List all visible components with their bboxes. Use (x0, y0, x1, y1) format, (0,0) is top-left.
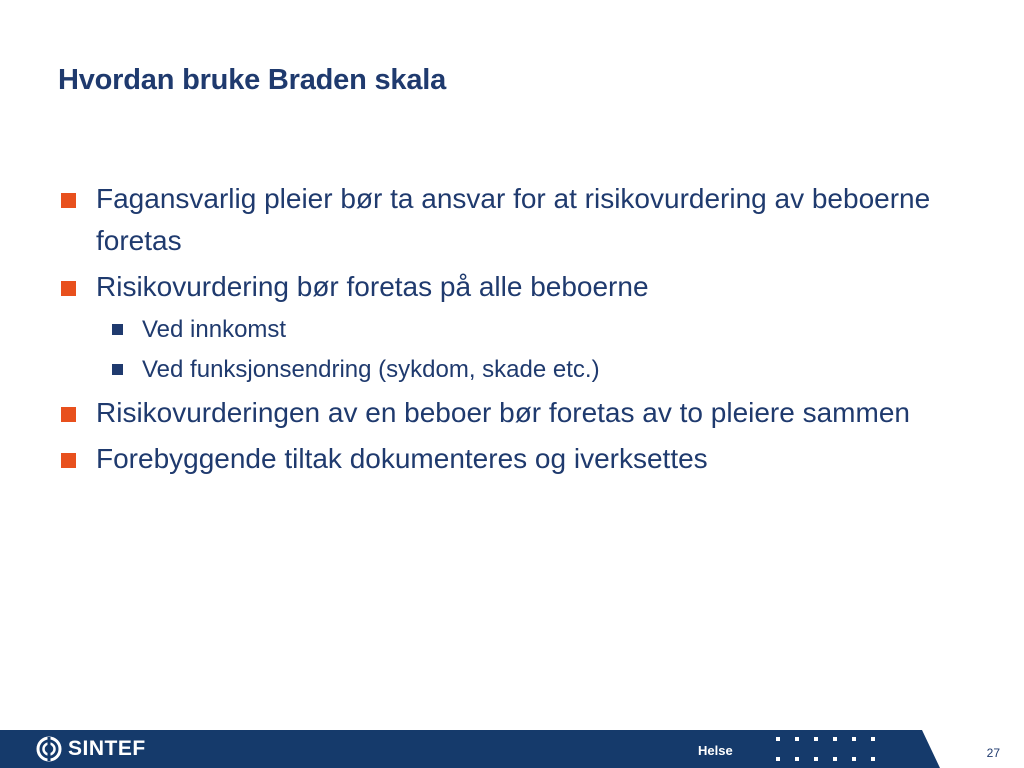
logo-text: SINTEF (68, 737, 146, 760)
slide-title: Hvordan bruke Braden skala (58, 64, 447, 96)
square-bullet-icon (61, 193, 76, 208)
list-item (58, 266, 988, 308)
sub-list-item (58, 312, 988, 348)
square-bullet-icon (61, 407, 76, 422)
page-number: 27 (986, 746, 1000, 760)
list-item-text: Risikovurdering bør foretas på alle beboerne (96, 271, 649, 302)
list-item-text: Fagansvarlig pleier bør ta ansvar for at risikovurdering av beboerne foretas (96, 183, 931, 256)
sub-list-item-text: Ved innkomst (142, 316, 287, 343)
sintef-logo-icon (36, 736, 62, 762)
sintef-logo (36, 736, 146, 762)
footer-dot-pattern (776, 737, 886, 765)
slide-footer (0, 730, 1024, 768)
footer-section-label: Helse (698, 743, 733, 758)
square-bullet-icon (61, 281, 76, 296)
sub-list-item-text: Ved funksjonsendring (sykdom, skade etc.) (142, 356, 600, 383)
bullet-list (58, 178, 988, 484)
list-item-text: Risikovurderingen av en beboer bør foretas av to pleiere sammen (96, 397, 910, 428)
list-item (58, 392, 988, 434)
list-item (58, 438, 988, 480)
square-bullet-icon (61, 453, 76, 468)
list-item (58, 178, 988, 262)
list-item-text: Forebyggende tiltak dokumenteres og iverksettes (96, 443, 708, 474)
sub-list-item (58, 352, 988, 388)
square-bullet-icon (112, 324, 123, 335)
square-bullet-icon (112, 364, 123, 375)
